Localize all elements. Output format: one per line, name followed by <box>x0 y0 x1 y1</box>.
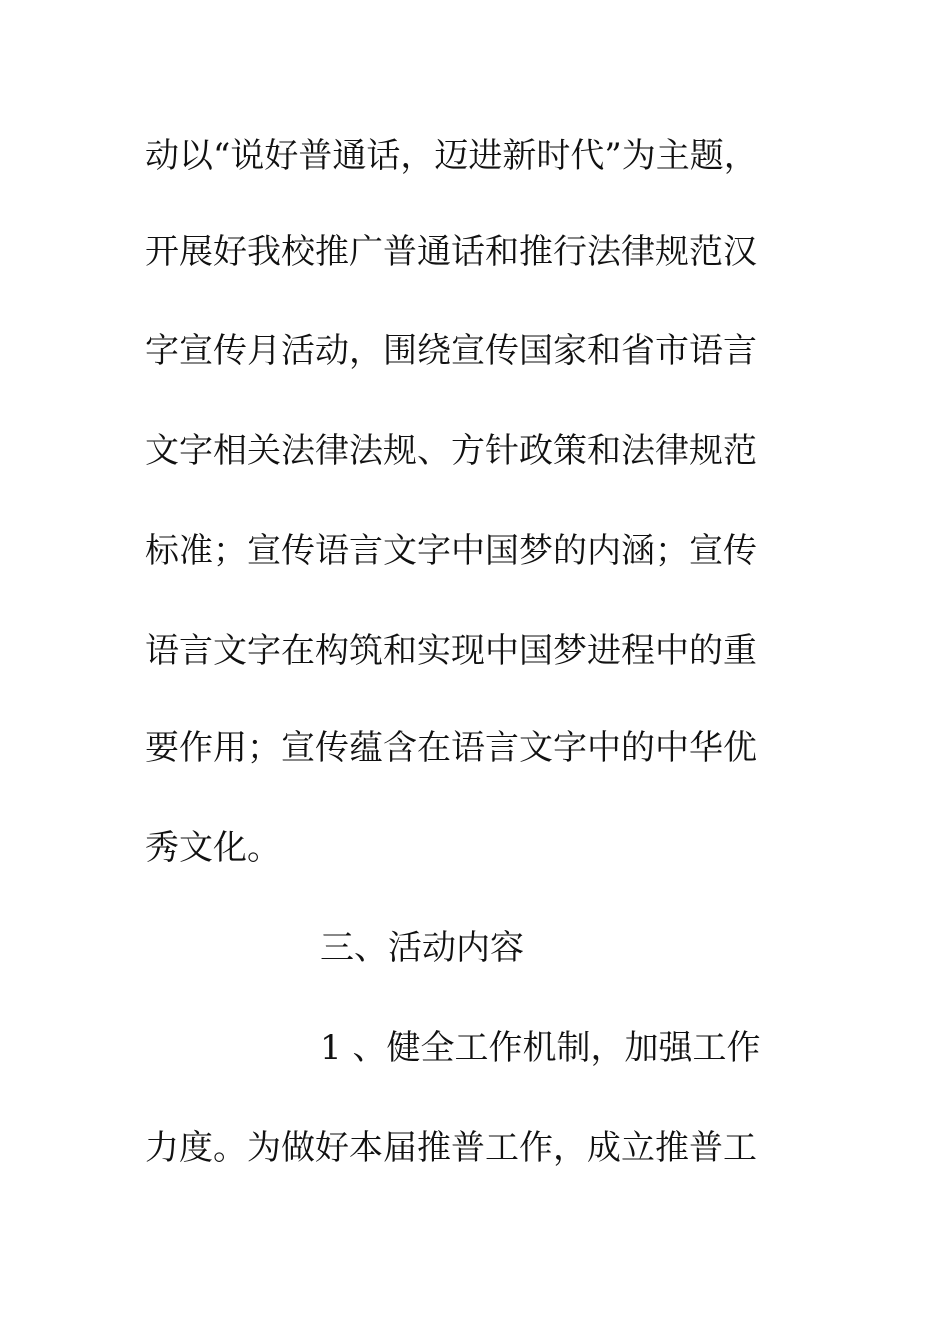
list-item-1-line-2: 力度。为做好本届推普工作，成立推普工 <box>145 1128 757 1168</box>
paragraph-line-5: 标准；宣传语言文字中国梦的内涵；宣传 <box>145 531 757 571</box>
paragraph-line-4: 文字相关法律法规、方针政策和法律规范 <box>145 431 757 471</box>
paragraph-line-1: 动以“说好普通话，迈进新时代”为主题， <box>145 136 758 176</box>
paragraph-line-6: 语言文字在构筑和实现中国梦进程中的重 <box>145 631 757 671</box>
paragraph-line-2: 开展好我校推广普通话和推行法律规范汉 <box>145 232 757 272</box>
section-heading: 三、活动内容 <box>320 928 524 968</box>
paragraph-line-3: 字宣传月活动，围绕宣传国家和省市语言 <box>145 331 757 371</box>
paragraph-line-7: 要作用；宣传蕴含在语言文字中的中华优 <box>145 728 757 768</box>
paragraph-line-8: 秀文化。 <box>145 828 281 868</box>
list-item-1-line-1: 1 、健全工作机制，加强工作 <box>320 1028 761 1068</box>
